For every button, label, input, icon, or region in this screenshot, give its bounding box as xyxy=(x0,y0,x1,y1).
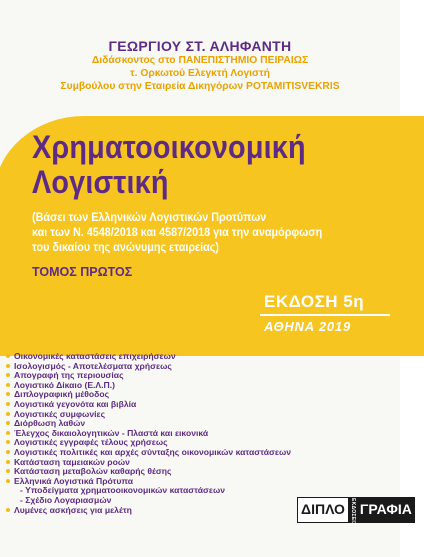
bullet-icon xyxy=(6,431,10,435)
bullet-icon xyxy=(6,460,10,464)
topics-list xyxy=(6,352,291,515)
topic-text: Κατάσταση μεταβολών καθαρής θέσης xyxy=(14,466,172,477)
bullet-icon xyxy=(6,469,10,473)
topic-text: Διόρθωση λαθών xyxy=(14,418,86,429)
topic-text: - Σχέδιο Λογαριασμών xyxy=(20,494,112,505)
bullet-icon xyxy=(6,402,10,406)
topic-text: Διπλογραφική μέθοδος xyxy=(14,389,110,400)
topic-text: Λογιστικό Δίκαιο (Ε.Λ.Π.) xyxy=(14,379,116,390)
topic-text: Λογιστικά γεγονότα και βιβλία xyxy=(14,398,137,409)
bullet-icon xyxy=(6,392,10,396)
bullet-icon xyxy=(6,450,10,454)
book-subtitle xyxy=(32,210,322,255)
subtitle-line-3: του δικαίου της ανώνυμης εταιρείας) xyxy=(32,240,220,254)
edition-label: ΕΚΔΟΣΗ 5η xyxy=(264,292,365,311)
topic-text: Λυμένες ασκήσεις για μελέτη xyxy=(14,504,132,515)
topic-text: Κατάσταση ταμειακών ροών xyxy=(14,456,130,467)
city-year-label: ΑΘΗΝΑ 2019 xyxy=(264,319,351,334)
topic-text: Ισολογισμός - Αποτελέσματα χρήσεως xyxy=(14,360,172,371)
yellow-panel xyxy=(0,116,424,356)
topic-text: Έλεγχος δικαιολογητικών - Πλαστά και εικονικά xyxy=(14,427,209,438)
topic-text: Οικονομικές καταστάσεις επιχειρήσεων xyxy=(14,351,176,361)
bullet-icon xyxy=(6,373,10,377)
bullet-icon xyxy=(6,364,10,368)
bullet-icon xyxy=(6,421,10,425)
publisher-logo-left: ΔΙΠΛΟ xyxy=(297,497,349,523)
author-name: ΓΕΩΡΓΙΟΥ ΣΤ. ΑΛΗΦΑΝΤΗ xyxy=(108,38,292,54)
author-affiliation-3: Συμβούλου στην Εταιρεία Δικηγόρων POTAMITISVEKRIS xyxy=(60,81,340,92)
topic-text: Απογραφή της περιουσίας xyxy=(14,370,124,381)
bullet-icon xyxy=(6,354,10,358)
volume-label: ΤΟΜΟΣ ΠΡΩΤΟΣ xyxy=(32,265,133,279)
topic-item xyxy=(6,506,291,516)
bullet-icon xyxy=(6,508,10,512)
edition-divider xyxy=(260,314,390,316)
topic-text: Λογιστικές εγγραφές τέλους χρήσεως xyxy=(14,437,168,448)
topic-text: Λογιστικές συμφωνίες xyxy=(14,408,106,419)
topic-text: - Υποδείγματα χρηματοοικονομικών καταστάσεων xyxy=(20,485,226,496)
topic-text: Λογιστικές πολιτικές και αρχές σύνταξης οικονομικών καταστάσεων xyxy=(14,446,292,457)
subtitle-line-1: (Βάσει των Ελληνικών Λογιστικών Προτύπων xyxy=(32,210,267,224)
book-title-line-1: Χρηματοοικονομική xyxy=(32,129,306,165)
publisher-logo-middle: ΕΚΔΟΣΕΙΣ xyxy=(349,498,356,526)
bullet-icon xyxy=(6,412,10,416)
publisher-logo-right: ΓΡΑΦΙΑ xyxy=(357,497,415,523)
book-title xyxy=(32,130,306,200)
bullet-icon xyxy=(6,383,10,387)
bullet-icon xyxy=(6,479,10,483)
book-title-line-2: Λογιστική xyxy=(32,164,169,200)
bullet-icon xyxy=(6,440,10,444)
author-affiliation-1: Διδάσκοντος στο ΠΑΝΕΠΙΣΤΗΜΙΟ ΠΕΙΡΑΙΩΣ xyxy=(91,55,309,66)
topic-text: Ελληνικά Λογιστικά Πρότυπα xyxy=(14,475,133,486)
publisher-logo xyxy=(297,497,415,526)
author-affiliation-2: τ. Ορκωτού Ελεγκτή Λογιστή xyxy=(130,68,270,79)
subtitle-line-2: και των Ν. 4548/2018 και 4587/2018 για την αναμόρφωση xyxy=(32,225,323,239)
author-block xyxy=(0,38,400,93)
